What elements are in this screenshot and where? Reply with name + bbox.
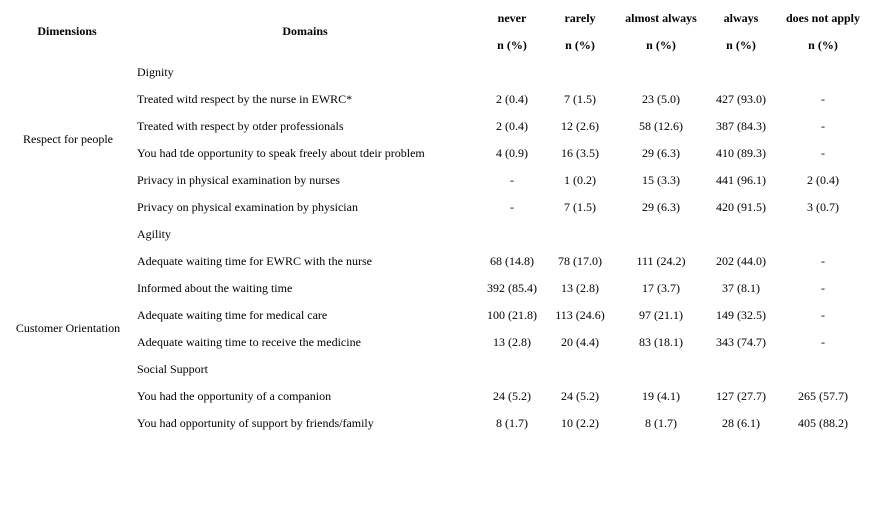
section-social-support: Social Support [137,362,208,376]
cell-rarely: 113 (24.6) [555,308,605,322]
cell-always: 149 (32.5) [716,308,766,322]
cell-never: 2 (0.4) [496,92,528,106]
cell-almost-always: 19 (4.1) [642,389,680,403]
cell-almost-always: 8 (1.7) [645,416,677,430]
cell-rarely: 16 (3.5) [561,146,599,160]
cell-rarely: 10 (2.2) [561,416,599,430]
cell-never: 68 (14.8) [490,254,534,268]
cell-does-not-apply: 2 (0.4) [807,173,839,187]
cell-almost-always: 97 (21.1) [639,308,683,322]
cell-almost-always: 111 (24.2) [636,254,686,268]
cell-almost-always: 83 (18.1) [639,335,683,349]
cell-never: 13 (2.8) [493,335,531,349]
cell-never: 2 (0.4) [496,119,528,133]
row-label: You had the opportunity of a companion [137,389,332,403]
cell-almost-always: 23 (5.0) [642,92,680,106]
cell-always: 37 (8.1) [722,281,760,295]
cell-never: 24 (5.2) [493,389,531,403]
cell-always: 441 (96.1) [716,173,766,187]
cell-always: 343 (74.7) [716,335,766,349]
cell-never: 4 (0.9) [496,146,528,160]
section-agility: Agility [137,227,172,241]
unit-rarely: n (%) [565,38,595,52]
cell-rarely: 24 (5.2) [561,389,599,403]
cell-rarely: 1 (0.2) [564,173,596,187]
cell-never: 392 (85.4) [487,281,537,295]
cell-almost-always: 29 (6.3) [642,200,680,214]
cell-does-not-apply: 265 (57.7) [798,389,848,403]
cell-does-not-apply: - [821,119,825,133]
cell-always: 28 (6.1) [722,416,760,430]
cell-almost-always: 29 (6.3) [642,146,680,160]
row-label: You had opportunity of support by friends/family [137,416,374,430]
section-dignity: Dignity [137,65,174,79]
cell-rarely: 78 (17.0) [558,254,602,268]
unit-never: n (%) [497,38,527,52]
row-label: Treated witd respect by the nurse in EWRC* [137,92,353,106]
header-never: never [497,11,527,25]
cell-never: - [510,200,514,214]
cell-always: 427 (93.0) [716,92,766,106]
dimension-customer-orientation: Customer Orientation [15,321,121,335]
row-label: Treated with respect by otder professionals [137,119,344,133]
cell-never: 100 (21.8) [487,308,537,322]
cell-always: 202 (44.0) [716,254,766,268]
unit-always: n (%) [726,38,756,52]
cell-rarely: 7 (1.5) [564,92,596,106]
cell-does-not-apply: - [821,146,825,160]
cell-rarely: 12 (2.6) [561,119,599,133]
cell-does-not-apply: - [821,335,825,349]
header-always: always [723,11,759,25]
cell-does-not-apply: - [821,92,825,106]
row-label: You had tde opportunity to speak freely about tdeir problem [137,146,425,160]
header-almost-always: almost always [625,11,697,25]
row-label: Adequate waiting time for medical care [137,308,328,322]
cell-never: 8 (1.7) [496,416,528,430]
row-label: Privacy in physical examination by nurses [137,173,340,187]
cell-always: 127 (27.7) [716,389,766,403]
cell-always: 420 (91.5) [716,200,766,214]
cell-does-not-apply: - [821,281,825,295]
cell-rarely: 20 (4.4) [561,335,599,349]
header-rarely: rarely [564,11,596,25]
cell-almost-always: 15 (3.3) [642,173,680,187]
cell-never: - [510,173,514,187]
unit-almost-always: n (%) [646,38,676,52]
row-label: Adequate waiting time to receive the medicine [137,335,361,349]
header-dimensions: Dimensions [37,24,97,38]
cell-almost-always: 17 (3.7) [642,281,680,295]
cell-does-not-apply: - [821,254,825,268]
header-does-not-apply: does not apply [785,11,861,25]
unit-does-not-apply: n (%) [808,38,838,52]
cell-always: 410 (89.3) [716,146,766,160]
header-domains: Domains [282,24,328,38]
cell-rarely: 13 (2.8) [561,281,599,295]
cell-does-not-apply: 405 (88.2) [798,416,848,430]
cell-almost-always: 58 (12.6) [639,119,683,133]
row-label: Privacy on physical examination by physician [137,200,358,214]
row-label: Informed about the waiting time [137,281,293,295]
dimension-respect-for-people: Respect for people [23,132,113,146]
cell-rarely: 7 (1.5) [564,200,596,214]
cell-does-not-apply: 3 (0.7) [807,200,839,214]
row-label: Adequate waiting time for EWRC with the nurse [137,254,372,268]
cell-does-not-apply: - [821,308,825,322]
cell-always: 387 (84.3) [716,119,766,133]
